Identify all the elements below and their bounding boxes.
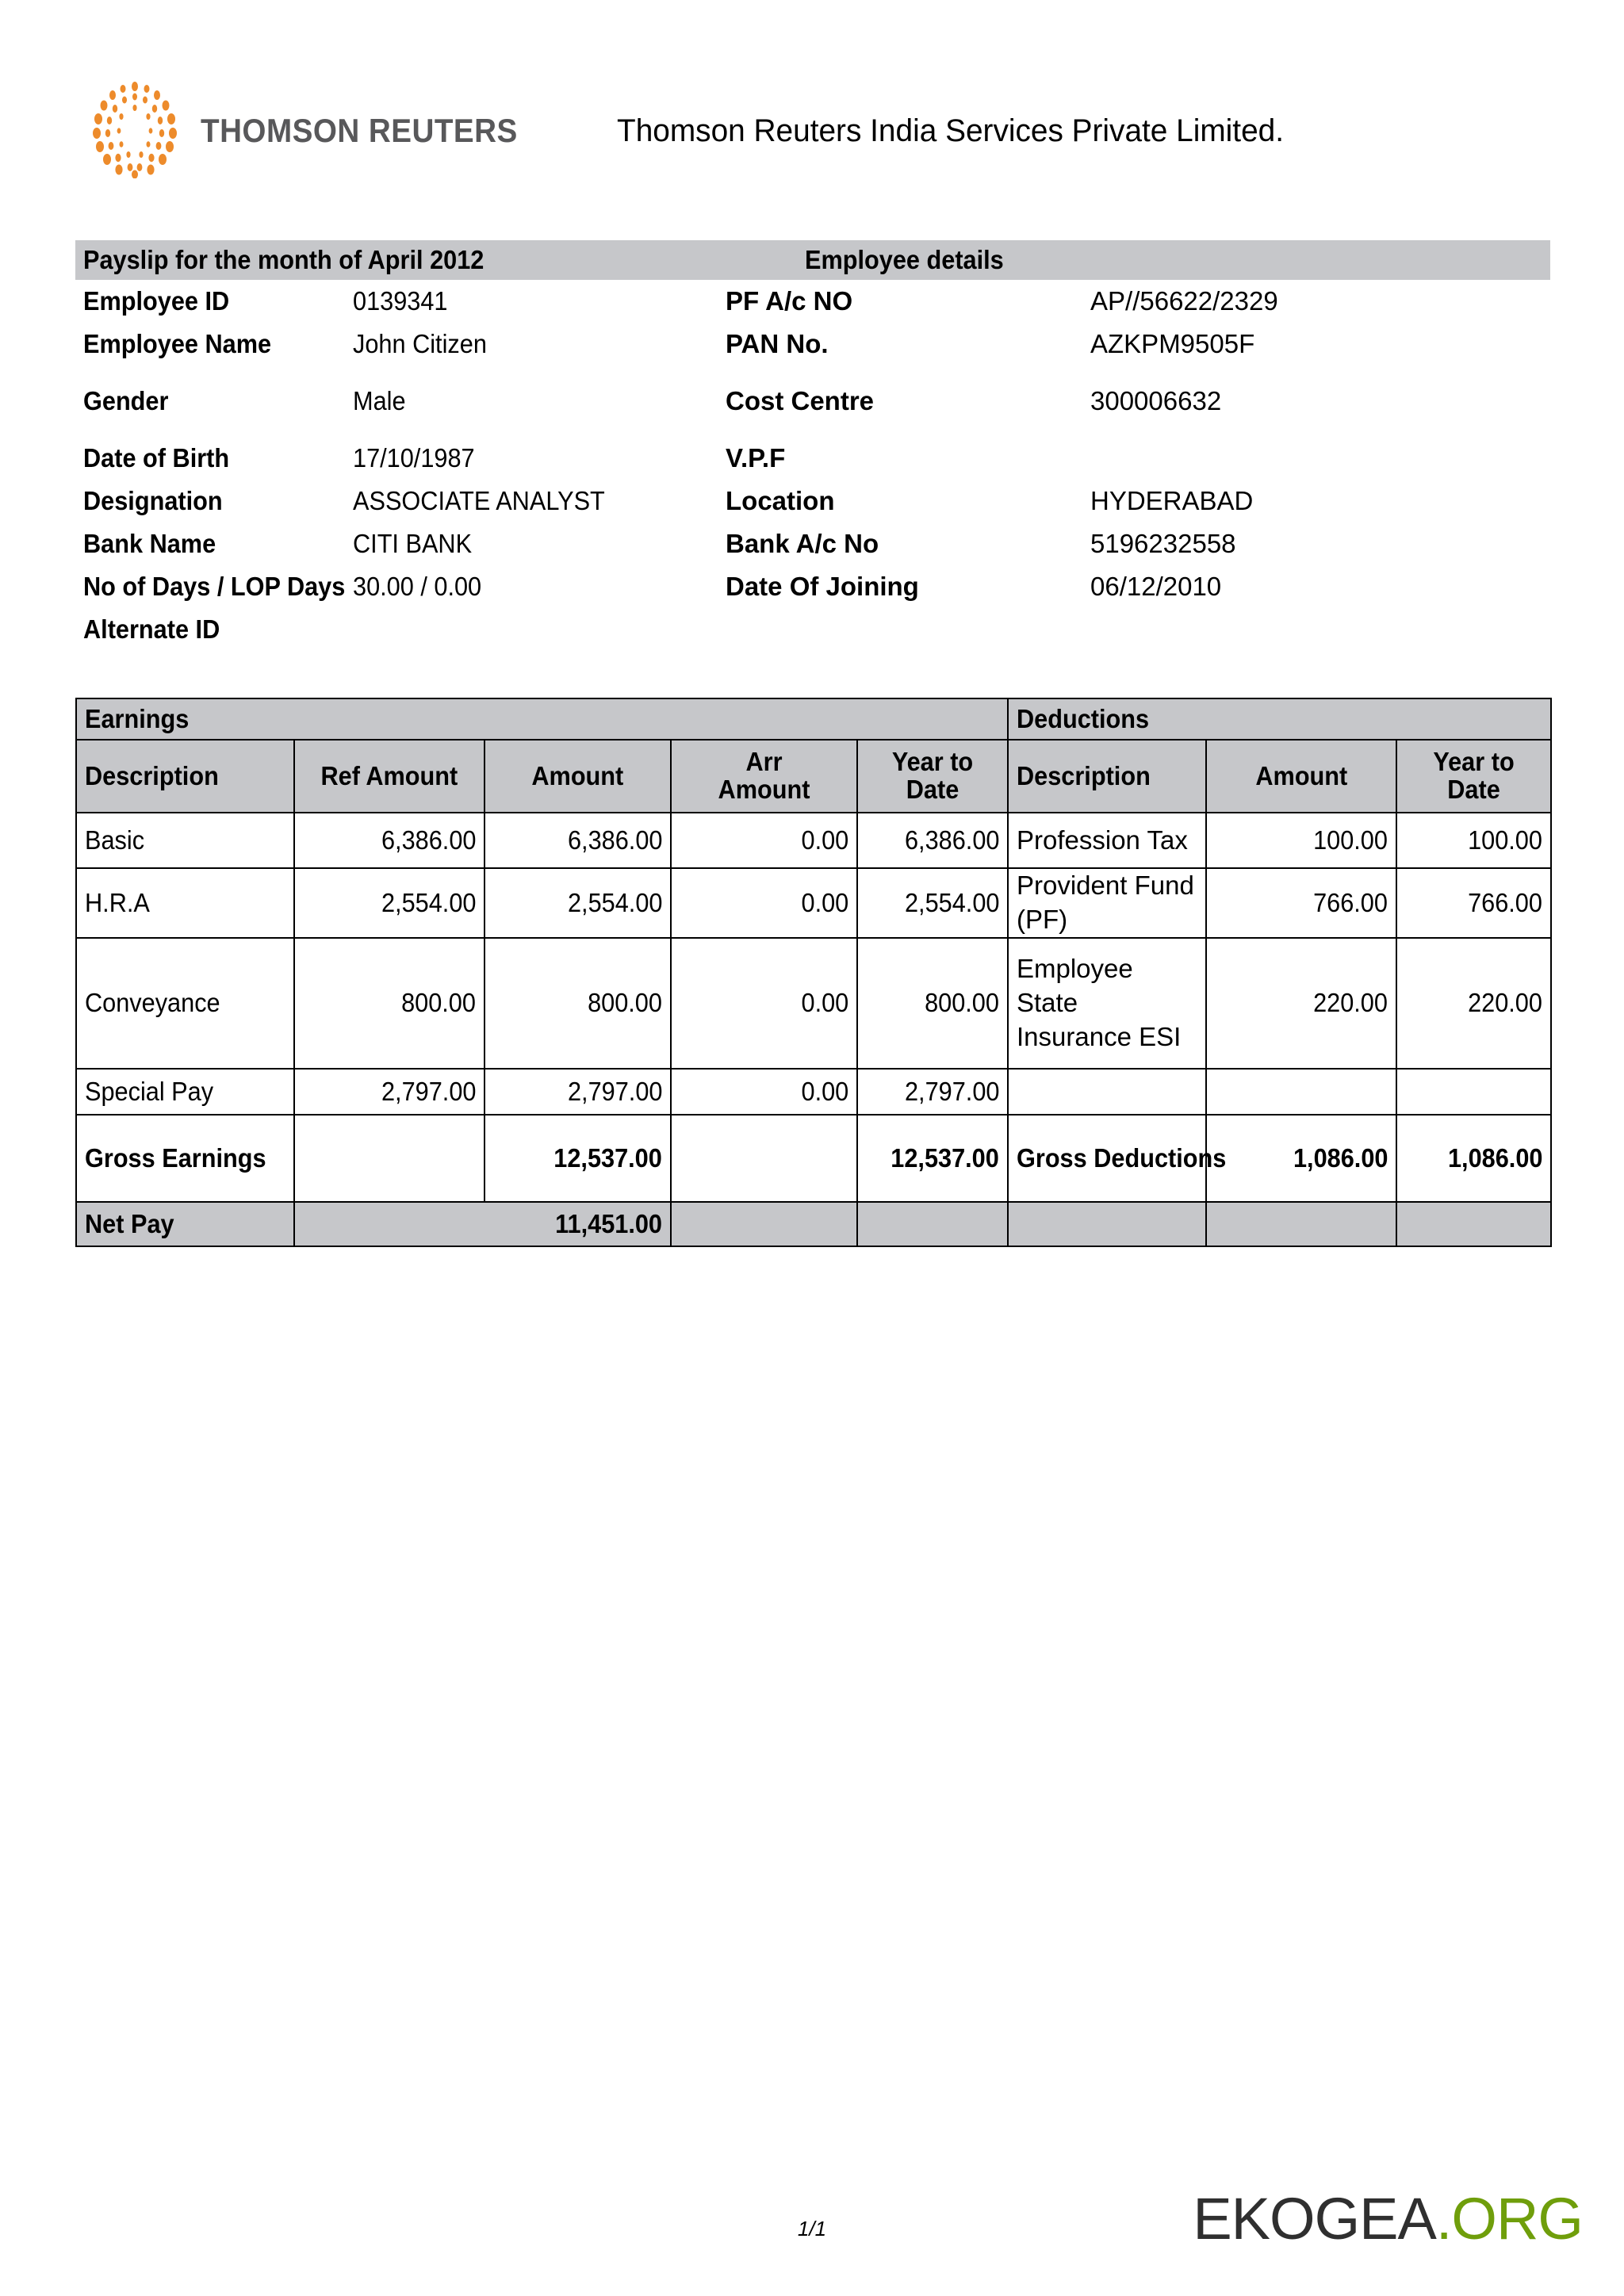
detail-row (75, 286, 1550, 329)
watermark-secondary: .ORG (1435, 2186, 1583, 2252)
gross-deductions-ytd: 1,086.00 (1396, 1115, 1551, 1202)
details-band (75, 240, 1550, 280)
net-pay-deduction-desc-empty (1008, 1202, 1206, 1246)
detail-row (75, 614, 1550, 657)
detail-value: 0139341 (353, 286, 448, 316)
net-pay-arr-empty (671, 1202, 857, 1246)
detail-label-secondary: PAN No. (726, 329, 829, 358)
col-earnings-amount: Amount (485, 740, 671, 813)
net-pay-deduction-ytd-empty (1396, 1202, 1551, 1246)
col-earnings-ref-amount: Ref Amount (294, 740, 485, 813)
earning-ytd: 6,386.00 (857, 813, 1008, 868)
earning-ytd: 800.00 (857, 938, 1008, 1069)
deduction-description-empty (1008, 1069, 1206, 1115)
earning-arr-amount: 0.00 (671, 1069, 857, 1115)
column-header-row (76, 740, 1551, 813)
earning-description: Special Pay (76, 1069, 294, 1115)
detail-value-secondary: 06/12/2010 (1090, 572, 1222, 601)
detail-row (75, 572, 1550, 614)
logo-wordmark: THOMSON REUTERS (201, 112, 518, 149)
net-pay-amount: 11,451.00 (294, 1202, 671, 1246)
watermark-primary: EKOGEA (1193, 2186, 1436, 2252)
ekogea-watermark (1193, 2185, 1583, 2252)
deduction-amount: 766.00 (1206, 868, 1396, 938)
detail-label: Employee ID (83, 286, 230, 316)
detail-value (353, 614, 726, 645)
col-earnings-ytd: Year to Date (857, 740, 1008, 813)
earning-ref-amount: 6,386.00 (294, 813, 485, 868)
gross-deductions-label: Gross Deductions (1008, 1115, 1206, 1202)
deduction-description: Employee State Insurance ESI (1008, 938, 1206, 1069)
earning-description: Conveyance (76, 938, 294, 1069)
detail-label-secondary: Location (726, 486, 835, 515)
earnings-section-title: Earnings (76, 698, 1008, 740)
detail-label-secondary: Bank A/c No (726, 529, 879, 558)
gross-earnings-ytd: 12,537.00 (857, 1115, 1008, 1202)
earning-amount: 6,386.00 (485, 813, 671, 868)
net-pay-deduction-amount-empty (1206, 1202, 1396, 1246)
detail-value-secondary: 5196232558 (1090, 529, 1236, 558)
col-deductions-description: Description (1008, 740, 1206, 813)
earning-ytd: 2,554.00 (857, 868, 1008, 938)
detail-value: ASSOCIATE ANALYST (353, 486, 605, 515)
detail-row (75, 486, 1550, 529)
deduction-ytd-empty (1396, 1069, 1551, 1115)
detail-row (75, 443, 1550, 486)
employee-details-title: Employee details (805, 245, 1004, 274)
detail-label: Bank Name (83, 529, 216, 558)
detail-label: Employee Name (83, 329, 272, 358)
detail-label: Date of Birth (83, 443, 230, 473)
earning-ref-amount: 2,554.00 (294, 868, 485, 938)
deduction-description: Profession Tax (1008, 813, 1206, 868)
detail-label-secondary: PF A/c NO (726, 286, 853, 316)
detail-value-secondary: 300006632 (1090, 386, 1222, 415)
col-earnings-description: Description (76, 740, 294, 813)
detail-label: No of Days / LOP Days (83, 572, 346, 601)
detail-value-secondary: AZKPM9505F (1090, 329, 1255, 358)
deduction-amount: 220.00 (1206, 938, 1396, 1069)
detail-label-secondary: Date Of Joining (726, 572, 919, 601)
detail-row (75, 386, 1550, 443)
company-name: Thomson Reuters India Services Private Limited. (616, 113, 1284, 148)
detail-value: 30.00 / 0.00 (353, 572, 482, 601)
document-header (75, 75, 1304, 178)
detail-row (75, 329, 1550, 386)
earning-amount: 800.00 (485, 938, 671, 1069)
deduction-description: Provident Fund (PF) (1008, 868, 1206, 938)
earning-arr-amount: 0.00 (671, 813, 857, 868)
detail-label-secondary: Cost Centre (726, 386, 875, 415)
gross-earnings-ref-empty (294, 1115, 485, 1202)
section-header-row (76, 698, 1551, 740)
earning-amount: 2,554.00 (485, 868, 671, 938)
thomson-reuters-dots-logo-icon (75, 75, 194, 178)
detail-label: Designation (83, 486, 223, 515)
deduction-ytd: 766.00 (1396, 868, 1551, 938)
detail-value: 17/10/1987 (353, 443, 475, 473)
earning-description: Basic (76, 813, 294, 868)
earning-description: H.R.A (76, 868, 294, 938)
employee-details-block (75, 240, 1550, 657)
detail-label-secondary: V.P.F (726, 443, 786, 473)
gross-earnings-amount: 12,537.00 (485, 1115, 671, 1202)
detail-value-secondary: HYDERABAD (1090, 486, 1254, 515)
col-deductions-ytd: Year to Date (1396, 740, 1551, 813)
net-pay-row (76, 1202, 1551, 1246)
table-row (76, 938, 1551, 1069)
detail-value: Male (353, 386, 406, 415)
detail-value: CITI BANK (353, 529, 473, 558)
earnings-deductions-table (75, 698, 1552, 1247)
earning-amount: 2,797.00 (485, 1069, 671, 1115)
detail-value-secondary: AP//56622/2329 (1090, 286, 1278, 316)
table-row (76, 813, 1551, 868)
gross-earnings-label: Gross Earnings (76, 1115, 294, 1202)
earning-ytd: 2,797.00 (857, 1069, 1008, 1115)
earning-arr-amount: 0.00 (671, 868, 857, 938)
col-earnings-arr-amount: Arr Amount (671, 740, 857, 813)
detail-row (75, 529, 1550, 572)
gross-totals-row (76, 1115, 1551, 1202)
page-number: 1/1 (797, 2217, 827, 2241)
col-deductions-amount: Amount (1206, 740, 1396, 813)
detail-label: Alternate ID (83, 614, 220, 644)
net-pay-label: Net Pay (76, 1202, 294, 1246)
table-row (76, 868, 1551, 938)
table-row (76, 1069, 1551, 1115)
detail-value: John Citizen (353, 329, 487, 358)
deduction-amount-empty (1206, 1069, 1396, 1115)
earning-ref-amount: 2,797.00 (294, 1069, 485, 1115)
payslip-period: Payslip for the month of April 2012 (83, 245, 485, 274)
earning-ref-amount: 800.00 (294, 938, 485, 1069)
deduction-ytd: 100.00 (1396, 813, 1551, 868)
detail-label: Gender (83, 386, 169, 415)
net-pay-ytd-empty (857, 1202, 1008, 1246)
deduction-ytd: 220.00 (1396, 938, 1551, 1069)
gross-deductions-amount: 1,086.00 (1206, 1115, 1396, 1202)
deduction-amount: 100.00 (1206, 813, 1396, 868)
gross-earnings-arr-empty (671, 1115, 857, 1202)
deductions-section-title: Deductions (1008, 698, 1551, 740)
earning-arr-amount: 0.00 (671, 938, 857, 1069)
